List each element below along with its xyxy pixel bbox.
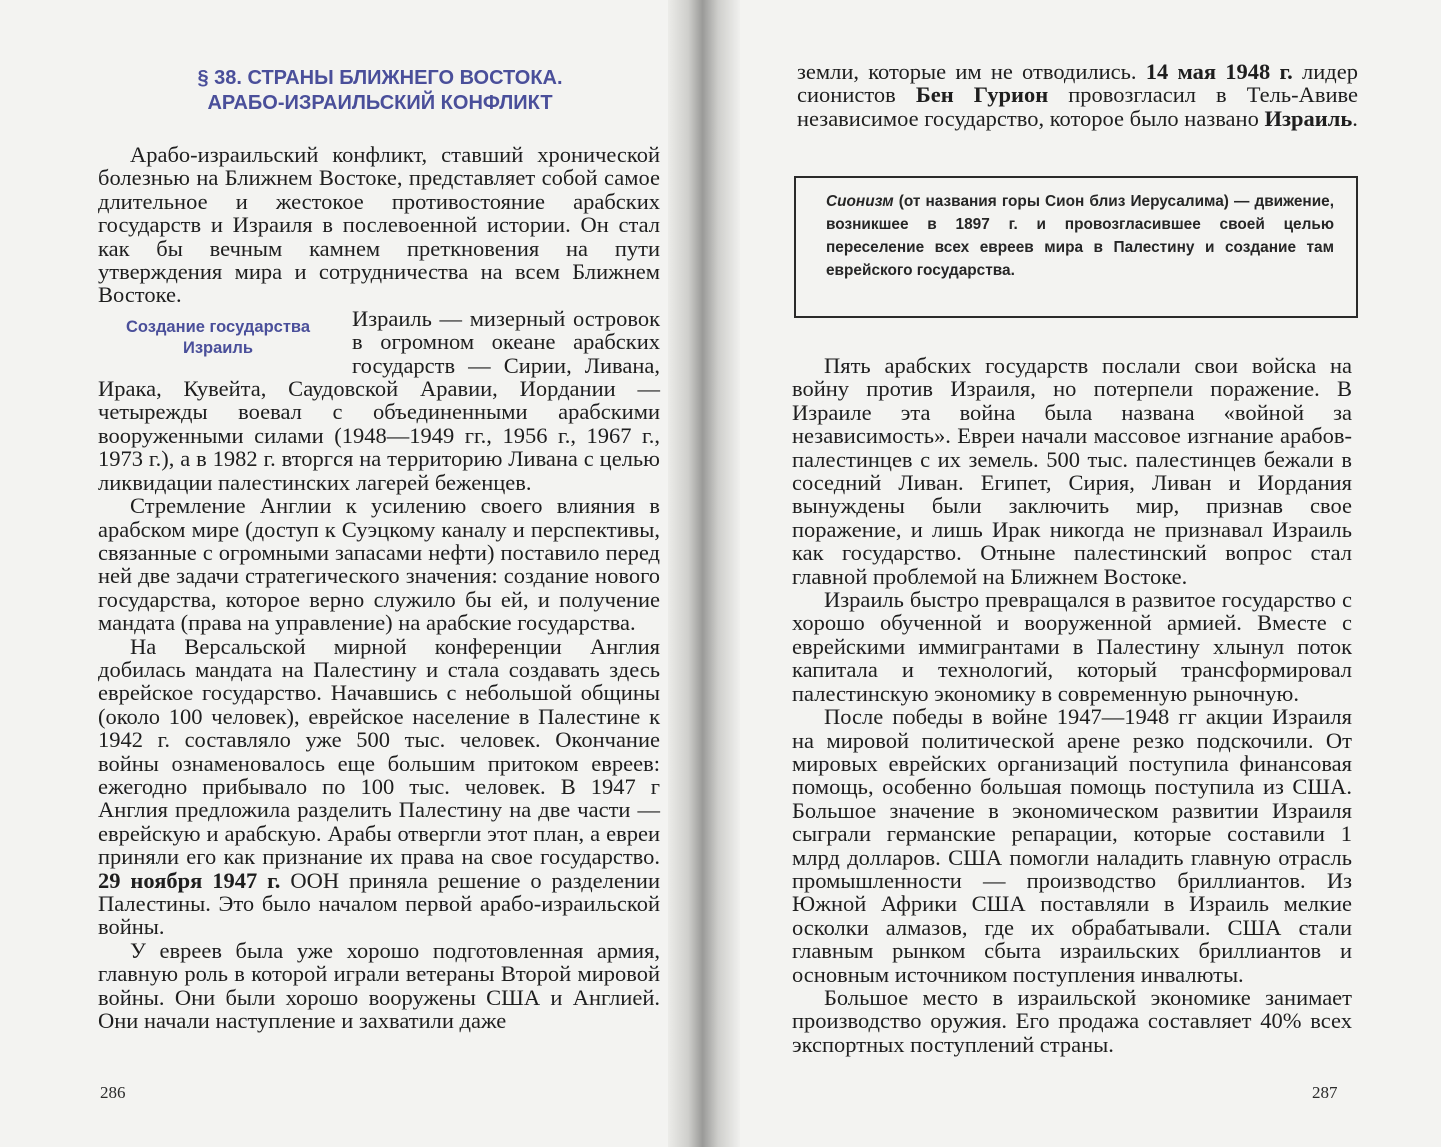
paragraph: После победы в войне 1947—1948 гг акции Израиля на мировой политической арене резко подскочили. От мировых еврейских организаций поступила финансовая помощь, особенно большая помощь поступила из США. Большое значение в экономическом развитии Израиля сыграли германские репарации, которые составили 1 млрд долларов. США помогли наладить главную отрасль промышленности — производство бриллиантов. Из Южной Африки США поставляли в Израиль мелкие осколки алмазов, где их обрабатывали. США стали главным рынком сбыта израильских бриллиантов и основным источником поступления инвалюты. [792,704,1352,987]
page-number: 287 [1312,1083,1338,1102]
right-page-top-text [797,60,1358,130]
paragraph: земли, которые им не отводились. 14 мая 1948 г. лидер сионистов Бен Гурион провозгласил в Тель-Авиве независимое государство, которое было названо Израиль. [797,59,1359,131]
paragraph: Арабо-израильский конфликт, ставший хронической болезнью на Ближнем Востоке, представляет собой самое длительное и жестокое противостояние арабских государств и Израиля в послевоенной истории. Он стал как бы вечным камнем преткновения на пути утверждения мира и сотрудничества на всем Ближнем Востоке. [98,142,660,308]
chapter-title [120,66,640,116]
paragraph: У евреев была уже хорошо подготовленная армия, главную роль в которой играли ветераны Второй мировой войны. Они были хорошо вооружены США и Англией. Они начали наступление и захватили даже [98,937,660,1034]
bold-date: 29 ноября 1947 г. [98,867,281,893]
definition-box [794,176,1358,318]
book-gutter [668,0,740,1147]
right-page-text [792,354,1352,1056]
definition-term: Сионизм [826,193,894,210]
paragraph: Большое место в израильской экономике занимает производство оружия. Его продажа составляет 40% всех экспортных поступлений страны. [792,984,1352,1057]
paragraph: Пять арабских государств послали свои войска на войну против Израиля, но потерпели поражение. В Израиле эта война была названа «войной за независимость». Евреи начали массовое изгнание арабов-палестинцев с их земель. 500 тыс. палестинцев бежали в соседний Ливан. Египет, Сирия, Ливан и Иордания вынуждены были заключить мир, признав свое поражение, и лишь Ирак никогда не признавал Израиль как государство. Отныне палестинский вопрос стал главной проблемой на Ближнем Востоке. [792,353,1352,589]
definition-text: (от названия горы Сион близ Иерусалима) — движение, возникшее в 1897 г. и провозгласившее своей целью переселение всех евреев мира в Палестину и создание там еврейского государства. [826,193,1334,279]
page-number: 286 [100,1083,126,1102]
chapter-title-line2: АРАБО-ИЗРАИЛЬСКИЙ КОНФЛИКТ [207,92,553,114]
section-subheading: Создание государства Израиль [125,317,311,357]
paragraph: Создание государства Израиль Израиль — мизерный островок в огромном океане арабских государств — Сирии, Ливана, Ирака, Кувейта, Саудовской Аравии, Иордании — четырежды воевал с объединенными арабскими вооруженными силами (1948—1949 гг., 1956 г., 1967 г., 1973 г.), а в 1982 г. вторгся на территорию Ливана с целью ликвидации палестинских лагерей беженцев. [98,305,660,495]
chapter-title-line1: § 38. СТРАНЫ БЛИЖНЕГО ВОСТОКА. [197,67,563,89]
paragraph: На Версальской мирной конференции Англия добилась мандата на Палестину и стала создавать здесь еврейское государство. Начавшись с небольшой общины (около 100 человек), еврейское население в Палестине к 1942 г. составляло уже 500 тыс. человек. Окончание войны ознаменовалось еще большим притоком евреев: ежегодно прибывало по 100 тыс. человек. В 1947 г Англия предложила разделить Палестину на две части — еврейскую и арабскую. Арабы отвергли этот план, а евреи приняли его как признание их права на свое государство. 29 ноября 1947 г. ООН приняла решение о разделении Палестины. Это было началом первой арабо-израильской войны. [98,633,660,940]
bold-country: Израиль [1264,105,1353,131]
paragraph: Израиль быстро превращался в развитое государство с хорошо обученной и вооруженной армией. Вместе с еврейскими иммигрантами в Палестину хлынул поток капитала и технологий, который трансформировал палестинскую экономику в современную рыночную. [792,587,1352,706]
bold-name: Бен Гурион [915,82,1049,108]
left-page-text [98,143,660,1032]
paragraph: Стремление Англии к усилению своего влияния в арабском мире (доступ к Суэцкому каналу и перспективы, связанные с огромными запасами нефти) поставило перед ней две задачи стратегического значения: создание нового государства, которое верно служило бы ей, и получение мандата (права на управление) на арабские государства. [98,493,660,636]
bold-date: 14 мая 1948 г. [1145,59,1293,84]
